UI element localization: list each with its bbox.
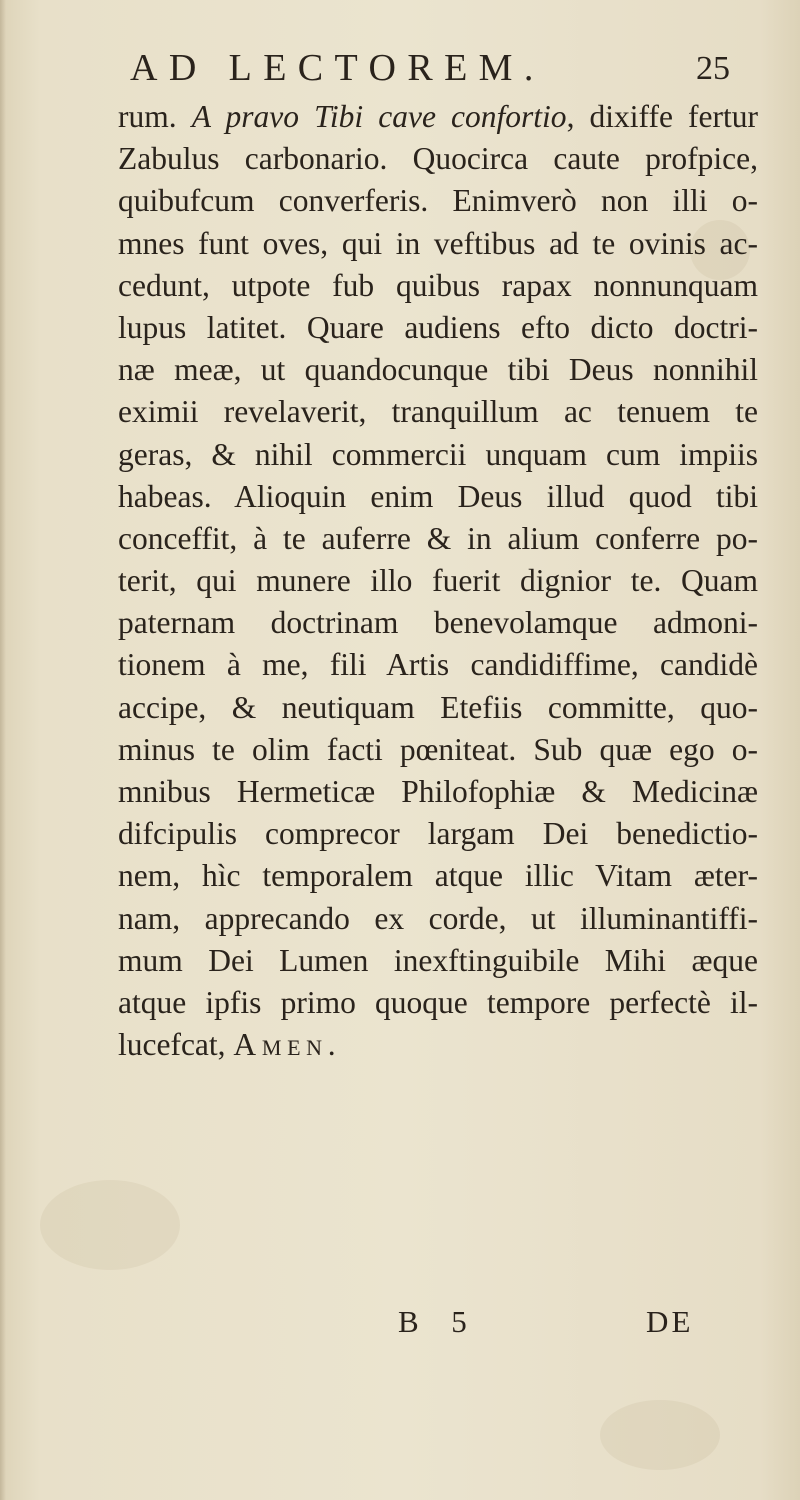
text-line: conceffit, à te auferre & in alium conferre po-	[118, 520, 758, 556]
text-line: accipe, & neutiquam Etefiis committe, quo-	[118, 689, 758, 725]
text-line: nem, hìc temporalem atque illic Vitam æter-	[118, 858, 758, 894]
text-run: , dixiffe fertur	[566, 99, 758, 134]
text-line: geras, & nihil commercii unquam cum impiis	[118, 436, 758, 472]
page-footer	[0, 1304, 800, 1354]
text-line: difcipulis comprecor largam Dei benedictio-	[118, 816, 758, 852]
text-line: atque ipfis primo quoque tempore perfectè il-	[118, 984, 758, 1020]
body-text	[118, 96, 758, 1066]
signature-mark: B 5	[398, 1304, 480, 1339]
text-line: paternam doctrinam benevolamque admoni-	[118, 605, 758, 641]
paper-stain	[40, 1180, 180, 1270]
page-number: 25	[696, 50, 730, 87]
closing-amen: Amen.	[233, 1027, 342, 1063]
text-line: mnes funt oves, qui in veftibus ad te ovinis ac-	[118, 225, 758, 261]
page-gutter-shadow	[0, 0, 6, 1500]
text-line: eximii revelaverit, tranquillum ac tenuem te	[118, 394, 758, 430]
text-line: quibufcum converferis. Enimverò non illi o-	[118, 183, 758, 219]
running-title: AD LECTOREM.	[130, 47, 545, 89]
text-line: mnibus Hermeticæ Philofophiæ & Medicinæ	[118, 774, 758, 809]
text-line: nam, apprecando ex corde, ut illuminantiffi-	[118, 900, 758, 936]
text-line: lupus latitet. Quare audiens efto dicto doctri-	[118, 309, 758, 345]
running-header	[130, 46, 730, 96]
catchword: DE	[646, 1304, 694, 1339]
paper-stain	[600, 1400, 720, 1470]
text-run: rum.	[118, 99, 192, 134]
text-line: mum Dei Lumen inexftinguibile Mihi æque	[118, 942, 758, 978]
text-line: terit, qui munere illo fuerit dignior te. Quam	[118, 563, 758, 599]
text-line: Zabulus carbonario. Quocirca caute profpice,	[118, 141, 758, 177]
italic-quotation: A pravo Tibi cave confortio	[191, 99, 567, 134]
text-line	[118, 1024, 758, 1066]
text-line: næ meæ, ut quandocunque tibi Deus nonnihil	[118, 352, 758, 388]
text-run: lucefcat,	[118, 1027, 234, 1063]
text-line	[118, 96, 758, 138]
text-line: tionem à me, fili Artis candidiffime, candidè	[118, 647, 758, 683]
text-line: cedunt, utpote fub quibus rapax nonnunquam	[118, 267, 758, 303]
text-line: habeas. Alioquin enim Deus illud quod tibi	[118, 478, 758, 514]
text-line: minus te olim facti pœniteat. Sub quæ ego o-	[118, 731, 758, 767]
